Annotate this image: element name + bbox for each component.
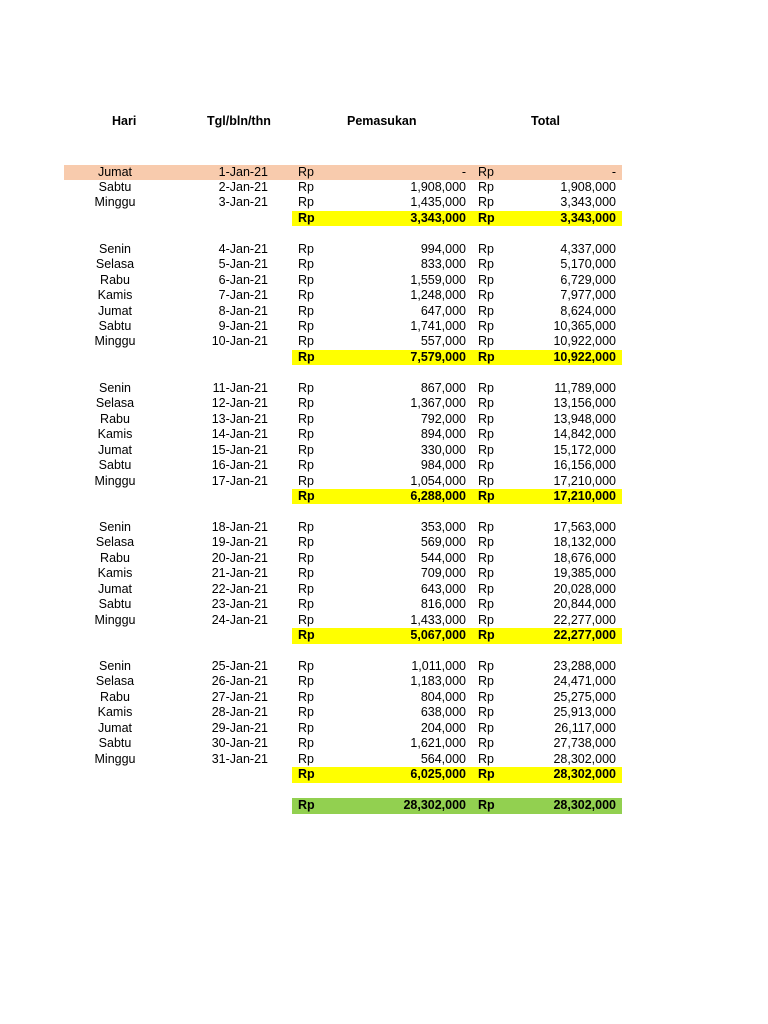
total-cell: 27,738,000	[553, 736, 616, 751]
day-cell: Senin	[99, 519, 131, 534]
total-cell: 25,913,000	[553, 705, 616, 720]
amount-cell: 557,000	[420, 334, 466, 349]
total-cell: 3,343,000	[560, 195, 616, 210]
date-cell: 23-Jan-21	[211, 597, 268, 612]
currency-cell: Rp	[298, 519, 314, 534]
table-row	[0, 582, 768, 598]
currency-cell: Rp	[298, 396, 314, 411]
currency-cell: Rp	[478, 179, 494, 194]
currency-cell: Rp	[478, 535, 494, 550]
currency-cell: Rp	[298, 736, 314, 751]
table-row	[0, 458, 768, 474]
currency-cell: Rp	[478, 751, 494, 766]
total-cell: 18,676,000	[553, 550, 616, 565]
subtotal-total-cell: 3,343,000	[560, 210, 616, 225]
subtotal-total-cell: 22,277,000	[553, 628, 616, 642]
total-cell: -	[611, 164, 616, 179]
currency-cell: Rp	[478, 334, 494, 349]
currency-cell: Rp	[478, 612, 494, 627]
amount-cell: 643,000	[420, 581, 466, 596]
currency-cell: Rp	[478, 519, 494, 534]
day-cell: Kamis	[97, 566, 133, 581]
currency-cell: Rp	[478, 164, 494, 179]
day-cell: Minggu	[94, 473, 136, 488]
date-cell: 29-Jan-21	[211, 720, 268, 735]
amount-cell: 544,000	[420, 550, 466, 565]
currency-cell: Rp	[298, 349, 315, 364]
total-cell: 4,337,000	[560, 241, 616, 256]
amount-cell: -	[461, 164, 466, 179]
date-cell: 16-Jan-21	[211, 458, 268, 472]
table-row	[0, 195, 768, 211]
currency-cell: Rp	[298, 334, 314, 349]
header-pemasukan: Pemasukan	[347, 114, 417, 128]
date-cell: 7-Jan-21	[218, 288, 268, 303]
date-cell: 14-Jan-21	[211, 427, 268, 442]
date-cell: 2-Jan-21	[218, 179, 268, 194]
currency-cell: Rp	[478, 566, 494, 581]
table-row	[0, 242, 768, 258]
date-cell: 20-Jan-21	[211, 550, 268, 565]
day-cell: Rabu	[100, 272, 130, 287]
grand-total-row	[292, 798, 622, 814]
total-cell: 28,302,000	[553, 751, 616, 766]
currency-cell: Rp	[478, 798, 495, 812]
currency-cell: Rp	[298, 550, 314, 565]
currency-cell: Rp	[298, 380, 314, 395]
subtotal-total-cell: 17,210,000	[553, 488, 616, 503]
table-row	[0, 566, 768, 582]
currency-cell: Rp	[298, 303, 314, 318]
amount-cell: 709,000	[420, 566, 466, 581]
amount-cell: 1,248,000	[410, 288, 466, 303]
amount-cell: 330,000	[420, 442, 466, 457]
amount-cell: 564,000	[420, 751, 466, 766]
total-cell: 1,908,000	[560, 179, 616, 194]
amount-cell: 1,433,000	[410, 612, 466, 627]
day-cell: Rabu	[100, 550, 130, 565]
subtotal-row	[292, 767, 622, 783]
header-tgl: Tgl/bln/thn	[207, 114, 271, 128]
currency-cell: Rp	[478, 581, 494, 596]
date-cell: 8-Jan-21	[218, 303, 268, 318]
table-row	[0, 474, 768, 490]
total-cell: 22,277,000	[553, 612, 616, 627]
currency-cell: Rp	[298, 272, 314, 287]
day-cell: Selasa	[95, 396, 135, 411]
table-row	[0, 752, 768, 768]
amount-cell: 1,621,000	[410, 736, 466, 751]
total-cell: 20,028,000	[553, 581, 616, 596]
table-row	[0, 180, 768, 196]
grand-total-amount-cell: 28,302,000	[403, 798, 466, 812]
table-row	[0, 334, 768, 350]
total-cell: 13,948,000	[553, 411, 616, 426]
date-cell: 30-Jan-21	[211, 736, 268, 751]
table-row	[0, 443, 768, 459]
total-cell: 10,365,000	[553, 319, 616, 333]
subtotal-amount-cell: 3,343,000	[410, 210, 466, 225]
currency-cell: Rp	[478, 628, 495, 642]
amount-cell: 1,741,000	[410, 319, 466, 333]
date-cell: 17-Jan-21	[211, 473, 268, 488]
day-cell: Kamis	[97, 705, 133, 720]
currency-cell: Rp	[298, 798, 315, 812]
total-cell: 5,170,000	[560, 257, 616, 272]
header-hari: Hari	[112, 114, 137, 128]
currency-cell: Rp	[478, 210, 495, 225]
table-row	[0, 257, 768, 273]
currency-cell: Rp	[478, 488, 495, 503]
day-cell: Senin	[99, 380, 131, 395]
currency-cell: Rp	[478, 319, 494, 333]
date-cell: 15-Jan-21	[211, 442, 268, 457]
subtotal-amount-cell: 6,288,000	[410, 488, 466, 503]
currency-cell: Rp	[298, 674, 314, 689]
day-cell: Jumat	[97, 442, 133, 457]
day-cell: Sabtu	[98, 179, 132, 194]
date-cell: 18-Jan-21	[211, 519, 268, 534]
total-cell: 16,156,000	[553, 458, 616, 472]
day-cell: Jumat	[97, 720, 133, 735]
amount-cell: 638,000	[420, 705, 466, 720]
currency-cell: Rp	[298, 705, 314, 720]
day-cell: Minggu	[94, 751, 136, 766]
day-cell: Senin	[99, 241, 131, 256]
subtotal-amount-cell: 5,067,000	[410, 628, 466, 642]
currency-cell: Rp	[478, 272, 494, 287]
table-row	[0, 520, 768, 536]
currency-cell: Rp	[478, 689, 494, 704]
currency-cell: Rp	[298, 164, 314, 179]
currency-cell: Rp	[478, 241, 494, 256]
total-cell: 7,977,000	[560, 288, 616, 303]
table-row	[0, 721, 768, 737]
subtotal-amount-cell: 7,579,000	[410, 349, 466, 364]
date-cell: 13-Jan-21	[211, 411, 268, 426]
currency-cell: Rp	[298, 257, 314, 272]
currency-cell: Rp	[298, 411, 314, 426]
table-row	[0, 674, 768, 690]
date-cell: 22-Jan-21	[211, 581, 268, 596]
currency-cell: Rp	[478, 442, 494, 457]
date-cell: 21-Jan-21	[211, 566, 268, 581]
day-cell: Selasa	[95, 674, 135, 689]
day-cell: Sabtu	[98, 597, 132, 612]
amount-cell: 867,000	[420, 380, 466, 395]
table-row	[0, 427, 768, 443]
date-cell: 27-Jan-21	[211, 689, 268, 704]
subtotal-row	[292, 489, 622, 505]
currency-cell: Rp	[298, 241, 314, 256]
total-cell: 11,789,000	[554, 380, 616, 395]
currency-cell: Rp	[478, 720, 494, 735]
currency-cell: Rp	[478, 736, 494, 751]
amount-cell: 1,908,000	[410, 179, 466, 194]
day-cell: Kamis	[97, 427, 133, 442]
currency-cell: Rp	[298, 689, 314, 704]
currency-cell: Rp	[478, 597, 494, 612]
table-row	[0, 396, 768, 412]
table-row	[0, 613, 768, 629]
currency-cell: Rp	[298, 458, 314, 472]
date-cell: 25-Jan-21	[211, 658, 268, 673]
currency-cell: Rp	[478, 195, 494, 210]
amount-cell: 1,183,000	[410, 674, 466, 689]
total-cell: 20,844,000	[553, 597, 616, 612]
amount-cell: 353,000	[420, 519, 466, 534]
date-cell: 26-Jan-21	[211, 674, 268, 689]
total-cell: 23,288,000	[553, 658, 616, 673]
day-cell: Minggu	[94, 612, 136, 627]
currency-cell: Rp	[478, 550, 494, 565]
total-cell: 13,156,000	[553, 396, 616, 411]
currency-cell: Rp	[298, 751, 314, 766]
grand-total-total-cell: 28,302,000	[553, 798, 616, 812]
currency-cell: Rp	[478, 349, 495, 364]
date-cell: 1-Jan-21	[218, 164, 268, 179]
date-cell: 11-Jan-21	[212, 380, 268, 395]
currency-cell: Rp	[478, 658, 494, 673]
amount-cell: 833,000	[420, 257, 466, 272]
currency-cell: Rp	[478, 257, 494, 272]
currency-cell: Rp	[478, 674, 494, 689]
table-row	[0, 381, 768, 397]
date-cell: 31-Jan-21	[211, 751, 268, 766]
day-cell: Jumat	[97, 303, 133, 318]
subtotal-row	[292, 350, 622, 366]
subtotal-total-cell: 10,922,000	[553, 349, 616, 364]
amount-cell: 894,000	[420, 427, 466, 442]
total-cell: 14,842,000	[553, 427, 616, 442]
currency-cell: Rp	[478, 396, 494, 411]
date-cell: 19-Jan-21	[211, 535, 268, 550]
currency-cell: Rp	[478, 473, 494, 488]
total-cell: 15,172,000	[553, 442, 616, 457]
currency-cell: Rp	[298, 179, 314, 194]
currency-cell: Rp	[298, 488, 315, 503]
currency-cell: Rp	[298, 658, 314, 673]
table-row	[64, 165, 622, 181]
currency-cell: Rp	[298, 628, 315, 642]
table-row	[0, 659, 768, 675]
total-cell: 8,624,000	[560, 303, 616, 318]
table-row	[0, 736, 768, 752]
amount-cell: 1,559,000	[410, 272, 466, 287]
total-cell: 26,117,000	[554, 720, 616, 735]
date-cell: 9-Jan-21	[218, 319, 268, 333]
day-cell: Senin	[99, 658, 131, 673]
header-total: Total	[531, 114, 560, 128]
day-cell: Sabtu	[98, 458, 132, 472]
table-row	[0, 690, 768, 706]
amount-cell: 1,054,000	[410, 473, 466, 488]
currency-cell: Rp	[478, 288, 494, 303]
amount-cell: 1,435,000	[410, 195, 466, 210]
table-row	[0, 304, 768, 320]
day-cell: Sabtu	[98, 736, 132, 751]
total-cell: 18,132,000	[553, 535, 616, 550]
currency-cell: Rp	[298, 473, 314, 488]
date-cell: 6-Jan-21	[218, 272, 268, 287]
date-cell: 10-Jan-21	[211, 334, 268, 349]
currency-cell: Rp	[478, 380, 494, 395]
subtotal-total-cell: 28,302,000	[553, 767, 616, 782]
total-cell: 19,385,000	[553, 566, 616, 581]
total-cell: 17,563,000	[553, 519, 616, 534]
day-cell: Sabtu	[98, 319, 132, 333]
day-cell: Selasa	[95, 257, 135, 272]
currency-cell: Rp	[298, 767, 315, 782]
day-cell: Jumat	[97, 581, 133, 596]
table-row	[0, 705, 768, 721]
currency-cell: Rp	[478, 427, 494, 442]
currency-cell: Rp	[298, 566, 314, 581]
currency-cell: Rp	[298, 581, 314, 596]
table-row	[0, 288, 768, 304]
day-cell: Kamis	[97, 288, 133, 303]
table-row	[0, 551, 768, 567]
day-cell: Rabu	[100, 689, 130, 704]
day-cell: Rabu	[100, 411, 130, 426]
table-row	[0, 597, 768, 613]
currency-cell: Rp	[298, 288, 314, 303]
amount-cell: 804,000	[420, 689, 466, 704]
currency-cell: Rp	[478, 411, 494, 426]
currency-cell: Rp	[298, 195, 314, 210]
currency-cell: Rp	[298, 612, 314, 627]
subtotal-amount-cell: 6,025,000	[410, 767, 466, 782]
currency-cell: Rp	[298, 597, 314, 612]
table-row	[0, 535, 768, 551]
currency-cell: Rp	[478, 767, 495, 782]
currency-cell: Rp	[298, 427, 314, 442]
date-cell: 12-Jan-21	[211, 396, 268, 411]
amount-cell: 994,000	[420, 241, 466, 256]
amount-cell: 816,000	[420, 597, 466, 612]
day-cell: Minggu	[94, 195, 136, 210]
currency-cell: Rp	[298, 535, 314, 550]
amount-cell: 204,000	[420, 720, 466, 735]
total-cell: 10,922,000	[553, 334, 616, 349]
amount-cell: 569,000	[420, 535, 466, 550]
amount-cell: 792,000	[420, 411, 466, 426]
currency-cell: Rp	[298, 319, 314, 333]
currency-cell: Rp	[298, 720, 314, 735]
table-row	[0, 273, 768, 289]
table-row	[0, 319, 768, 335]
amount-cell: 1,367,000	[410, 396, 466, 411]
subtotal-row	[292, 211, 622, 227]
total-cell: 17,210,000	[553, 473, 616, 488]
day-cell: Selasa	[95, 535, 135, 550]
subtotal-row	[292, 628, 622, 644]
amount-cell: 1,011,000	[411, 658, 466, 673]
date-cell: 28-Jan-21	[211, 705, 268, 720]
currency-cell: Rp	[478, 705, 494, 720]
date-cell: 5-Jan-21	[218, 257, 268, 272]
total-cell: 25,275,000	[553, 689, 616, 704]
date-cell: 3-Jan-21	[218, 195, 268, 210]
currency-cell: Rp	[478, 303, 494, 318]
date-cell: 4-Jan-21	[218, 241, 268, 256]
currency-cell: Rp	[298, 442, 314, 457]
total-cell: 24,471,000	[553, 674, 616, 689]
day-cell: Minggu	[94, 334, 136, 349]
table-row	[0, 412, 768, 428]
date-cell: 24-Jan-21	[211, 612, 268, 627]
amount-cell: 647,000	[420, 303, 466, 318]
amount-cell: 984,000	[420, 458, 466, 472]
currency-cell: Rp	[298, 210, 315, 225]
currency-cell: Rp	[478, 458, 494, 472]
total-cell: 6,729,000	[560, 272, 616, 287]
day-cell: Jumat	[97, 164, 133, 179]
